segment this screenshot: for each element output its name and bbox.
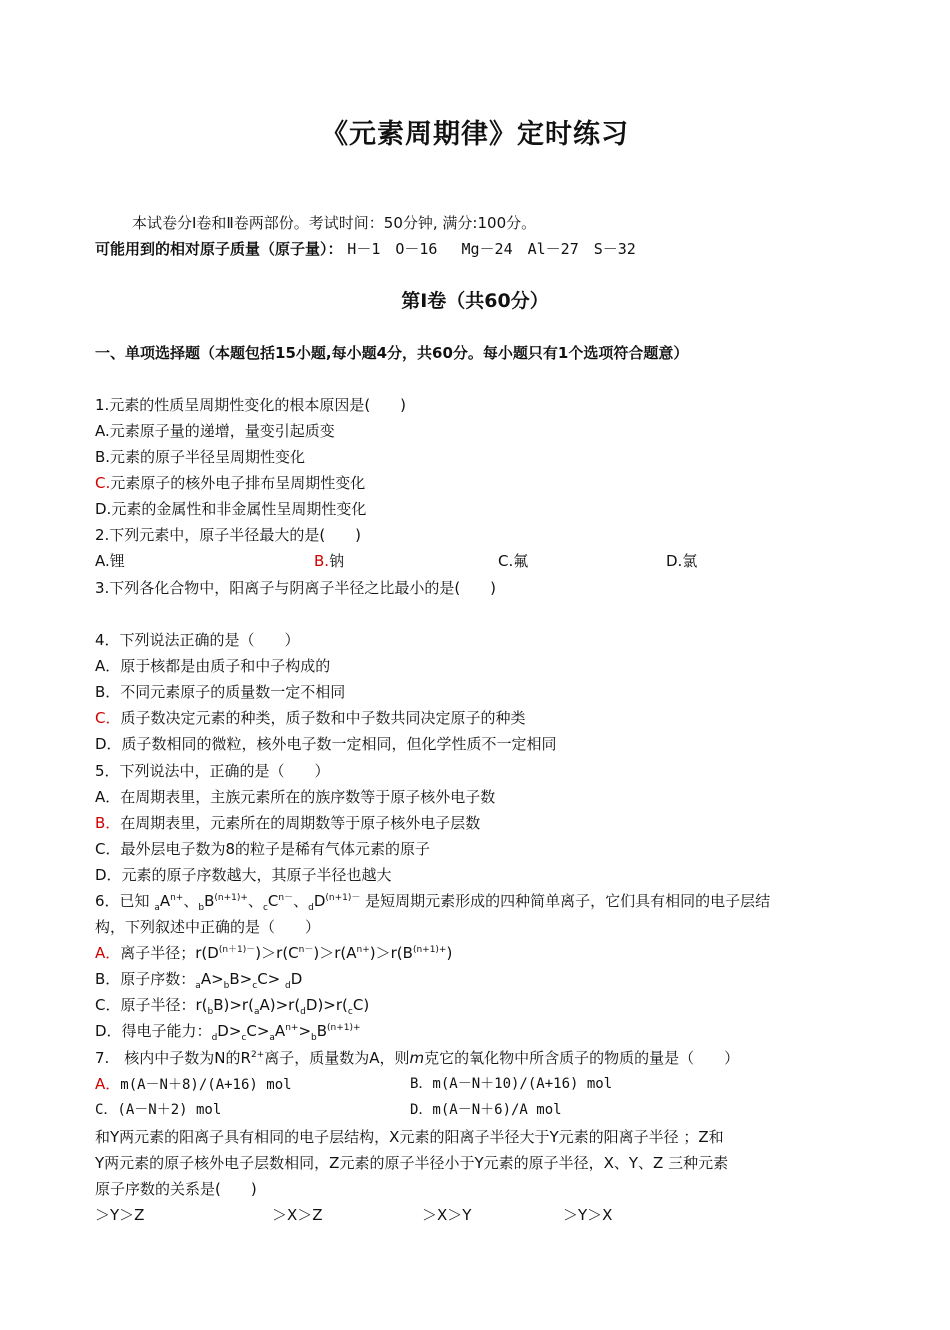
q6-stem: 6．已知 $_aA^{n+}$、$_bB^{(n+1)+}$、$_cC^{n-}$、$_dD^{(n+1)-}$ 是短周期元素形成的四种简单离子，它们具有相同的电子层结 <box>95 892 771 913</box>
q6-option-c: C．原子半径：$r(_bB)>r(_aA)>r(_dD)>r(_cC)$ <box>95 996 370 1017</box>
q7-charge: 2+ <box>250 1050 265 1060</box>
q6-option-a-text: 离子半径；r(D <box>120 944 219 962</box>
q2-option-d: D.氯 <box>666 552 698 570</box>
q7-stem-end: 克它的氧化物中所含质子的物质的量是（ ） <box>424 1049 740 1067</box>
q8-stem-line3: 原子序数的关系是( ) <box>95 1180 257 1198</box>
q6-stem-post: 是短周期元素形成的四种简单离子，它们具有相同的电子层结 <box>360 892 771 910</box>
q8-stem-line1: 和Y两元素的阳离子具有相同的电子层结构，X元素的阳离子半径大于Y元素的阳离子半径 ；Z和 <box>95 1128 724 1146</box>
q4-option-a: A．原于核都是由质子和中子构成的 <box>95 657 331 675</box>
q4-stem: 4．下列说法正确的是（ ） <box>95 631 300 649</box>
section-title: 第Ⅰ卷（共60分） <box>401 290 549 312</box>
q5-answer-letter: B． <box>95 814 121 832</box>
q2-option-b-text: 钠 <box>329 552 345 570</box>
q7-option-d: D．m(A－N＋6)/A mol <box>410 1102 562 1118</box>
q1-option-c <box>95 472 365 493</box>
intro-exam-info: 本试卷分Ⅰ卷和Ⅱ卷两部份。考试时间：50分钟, 满分:100分。 <box>132 214 537 232</box>
q8-option-a: ＞Y＞Z <box>95 1206 145 1224</box>
page-title: 《元素周期律》定时练习 <box>321 119 629 150</box>
q6-option-a: A．离子半径；$r(D^{(n+1)-})>r(C^{n-})>r(A^{n+})>r(B^{(n+1)+})$ <box>95 944 453 962</box>
q6-stem-line2: 构，下列叙述中正确的是（ ） <box>95 918 321 936</box>
q5-option-a: A．在周期表里，主族元素所在的族序数等于原子核外电子数 <box>95 788 496 806</box>
q4-option-b: B．不同元素原子的质量数一定不相同 <box>95 683 346 701</box>
q6-stem-pre: 6．已知 <box>95 892 155 910</box>
q7-option-a <box>95 1073 292 1094</box>
q4-option-c-text: 质子数决定元素的种类，质子数和中子数共同决定原子的种类 <box>120 709 526 727</box>
q1-answer-letter: C. <box>95 474 111 492</box>
q5-option-d: D．元素的原子序数越大，其原子半径也越大 <box>95 866 392 884</box>
q5-stem: 5．下列说法中，正确的是（ ） <box>95 762 330 780</box>
q7-answer-letter: A． <box>95 1075 121 1093</box>
q7-option-a-text: m(A－N＋8)/(A+16) mol <box>120 1077 292 1093</box>
q2-stem: 2.下列元素中，原子半径最大的是( ) <box>95 526 362 544</box>
q2-option-a: A.锂 <box>95 552 125 570</box>
q4-answer-letter: C． <box>95 709 121 727</box>
q7-option-b: B．m(A－N＋10)/(A+16) mol <box>410 1076 613 1092</box>
q6-option-d-text: D．得电子能力： <box>95 1022 212 1040</box>
q6-option-b-text: B．原子序数： <box>95 970 196 988</box>
intro-atomic-masses <box>95 238 636 259</box>
q6-option-d: D．得电子能力：$_dD>_cC>_aA^{n+}>_bB^{(n+1)+}$ <box>95 1022 361 1043</box>
q2-option-c: C.氟 <box>498 552 529 570</box>
q3-stem: 3.下列各化合物中，阳离子与阴离子半径之比最小的是( ) <box>95 579 497 597</box>
q1-option-c-text: 元素原子的核外电子排布呈周期性变化 <box>110 474 366 492</box>
q6-option-b: B．原子序数：$_aA>_bB>_cC> _dD$ <box>95 970 303 991</box>
q7-option-c: C．(A－N＋2) mol <box>95 1102 222 1118</box>
q7-stem <box>95 1047 739 1068</box>
q6-answer-letter: A． <box>95 944 121 962</box>
q8-option-c: ＞X＞Y <box>422 1206 472 1224</box>
q1-option-d: D.元素的金属性和非金属性呈周期性变化 <box>95 500 367 518</box>
q7-stem-mid: 离子，质量数为A，则 <box>264 1049 410 1067</box>
q8-stem-line2: Y两元素的原子核外电子层数相同，Z元素的原子半径小于Y元素的原子半径，X、Y、Z 三种元素 <box>95 1154 729 1172</box>
q8-option-d: ＞Y＞X <box>563 1206 613 1224</box>
q7-mass-symbol: m <box>409 1049 425 1067</box>
q4-option-c <box>95 707 526 728</box>
q4-option-d: D．质子数相同的微粒，核外电子数一定相同，但化学性质不一定相同 <box>95 735 557 753</box>
q1-stem: 1.元素的性质呈周期性变化的根本原因是( ) <box>95 396 407 414</box>
atomic-mass-label: 可能用到的相对原子质量（原子量）： <box>95 240 343 258</box>
q1-option-b: B.元素的原子半径呈周期性变化 <box>95 448 306 466</box>
q5-option-b <box>95 812 480 833</box>
atomic-mass-values: H－1 O－16 Mg－24 Al－27 S－32 <box>347 240 636 258</box>
q6-option-c-text: C．原子半径：r( <box>95 996 208 1014</box>
q7-stem-pre: 7. 核内中子数为N的R <box>95 1049 251 1067</box>
q2-answer-letter: B. <box>314 552 330 570</box>
q5-option-b-text: 在周期表里，元素所在的周期数等于原子核外电子层数 <box>120 814 481 832</box>
q2-option-b <box>314 550 344 571</box>
q5-option-c: C．最外层电子数为8的粒子是稀有气体元素的原子 <box>95 840 431 858</box>
section-subheading: 一、单项选择题（本题包括15小题,每小题4分，共60分。每小题只有1个选项符合题意） <box>95 344 689 362</box>
q8-option-b: ＞X＞Z <box>272 1206 323 1224</box>
q1-option-a: A.元素原子量的递增，量变引起质变 <box>95 422 335 440</box>
